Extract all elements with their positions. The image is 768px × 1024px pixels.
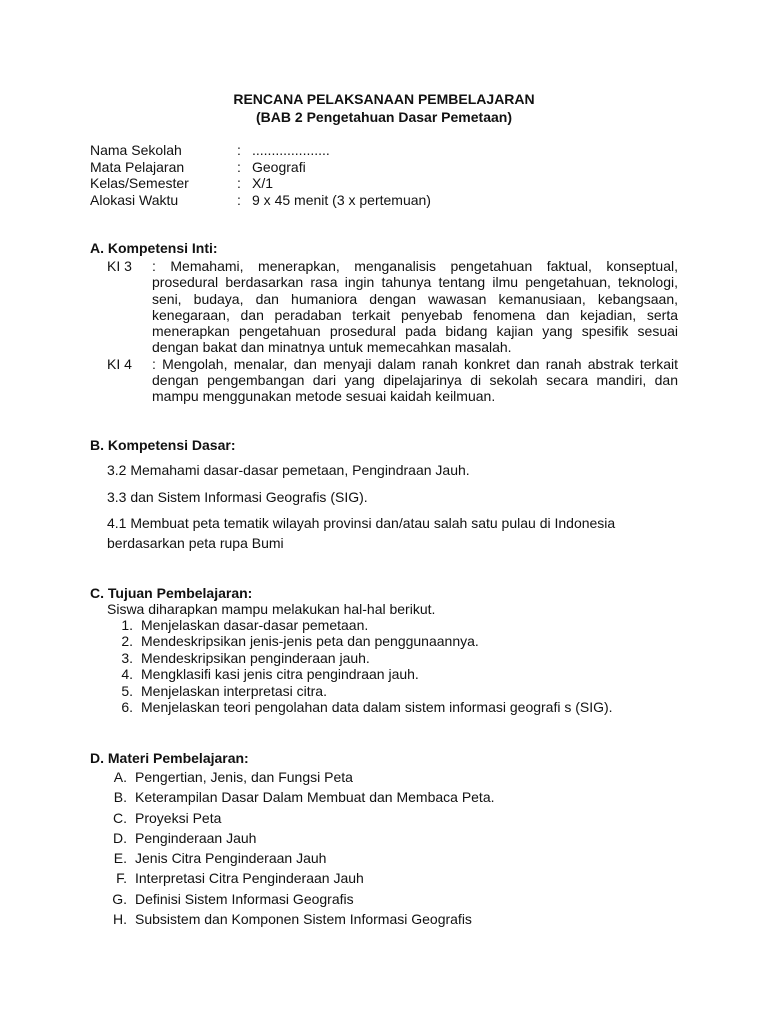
list-letter: B.: [113, 789, 127, 806]
section-a-heading: A. Kompetensi Inti:: [90, 240, 218, 256]
list-text: Keterampilan Dasar Dalam Membuat dan Membaca Peta.: [135, 789, 495, 806]
info-colon: :: [237, 191, 241, 208]
list-text: Mendeskripsikan penginderaan jauh.: [141, 649, 370, 666]
list-letter: F.: [116, 870, 127, 887]
info-row-time: [90, 192, 431, 209]
info-value: 9 x 45 menit (3 x pertemuan): [252, 191, 431, 208]
info-row-class: [90, 175, 431, 192]
list-text: Mengklasifi kasi jenis citra pengindraan jauh.: [141, 666, 419, 683]
ki-text: : Mengolah, menalar, dan menyaji dalam ranah konkret dan ranah abstrak terkait dengan pengembangan dari yang dipelajarinya di sekolah secara mandiri, dan mampu menggunakan metode sesuai kaidah keilmuan.: [152, 355, 678, 405]
kd-item: 3.3 dan Sistem Informasi Geografis (SIG).: [107, 489, 368, 505]
list-text: Menjelaskan teori pengolahan data dalam sistem informasi geografi s (SIG).: [141, 698, 613, 715]
info-label: Mata Pelajaran: [90, 158, 185, 175]
ki-code: KI 4: [107, 355, 132, 372]
list-item: [107, 909, 495, 929]
list-text: Menjelaskan dasar-dasar pemetaan.: [141, 617, 369, 633]
objectives-list: [107, 617, 613, 715]
list-item: [107, 787, 495, 807]
section-d-heading: D. Materi Pembelajaran:: [90, 750, 249, 766]
info-label: Nama Sekolah: [90, 142, 182, 158]
list-number: 3.: [121, 649, 133, 666]
identity-table: [90, 142, 431, 208]
list-item: [107, 868, 495, 888]
info-value: X/1: [252, 175, 274, 191]
document-title: RENCANA PELAKSANAAN PEMBELAJARAN: [233, 91, 535, 107]
list-letter: D.: [113, 829, 127, 846]
kd-item: 4.1 Membuat peta tematik wilayah provinsi dan/atau salah satu pulau di Indonesia berdasarkan peta rupa Bumi: [107, 515, 616, 551]
ki-list: [107, 258, 678, 405]
info-colon: :: [237, 158, 241, 175]
list-text: Subsistem dan Komponen Sistem Informasi Geografis: [135, 911, 472, 928]
info-label: Kelas/Semester: [90, 175, 189, 191]
info-colon: :: [237, 175, 241, 191]
list-item: [107, 650, 613, 666]
list-item: [107, 808, 495, 828]
list-number: 4.: [121, 666, 133, 683]
list-letter: E.: [113, 850, 127, 867]
ki-item: [107, 258, 678, 356]
ki-text: : Memahami, menerapkan, menganalisis pengetahuan faktual, konseptual, prosedural berdasarkan rasa ingin tahunya tentang ilmu pengetahuan, teknologi, seni, budaya, dan humaniora dengan wawasan kemanusiaan, kebangsaan, kenegaraan, dan peradaban terkait penyebab fenomena dan kejadian, serta menerapkan pengetahuan prosedural pada bidang kajian yang spesifik sesuai dengan bakat dan minatnya untuk memecahkan masalah.: [152, 258, 678, 356]
ki-item: [107, 356, 678, 405]
section-c-heading: C. Tujuan Pembelajaran:: [90, 585, 253, 601]
list-item: [107, 683, 613, 699]
list-text: Menjelaskan interpretasi citra.: [141, 682, 327, 699]
objectives-intro: Siswa diharapkan mampu melakukan hal-hal berikut.: [107, 601, 436, 617]
list-text: Pengertian, Jenis, dan Fungsi Peta: [135, 769, 353, 785]
list-number: 6.: [121, 698, 133, 715]
ki-code: KI 3: [107, 258, 132, 274]
list-text: Proyeksi Peta: [135, 809, 222, 826]
info-row-school: [90, 142, 431, 159]
document-subtitle: (BAB 2 Pengetahuan Dasar Pemetaan): [256, 109, 512, 125]
list-number: 1.: [121, 617, 133, 633]
list-text: Jenis Citra Penginderaan Jauh: [135, 850, 327, 867]
list-item: [107, 889, 495, 909]
info-label: Alokasi Waktu: [90, 191, 179, 208]
list-number: 2.: [121, 633, 133, 650]
list-text: Interpretasi Citra Penginderaan Jauh: [135, 870, 364, 887]
info-value: Geografi: [252, 158, 306, 175]
kd-item: 3.2 Memahami dasar-dasar pemetaan, Pengindraan Jauh.: [107, 462, 470, 478]
list-letter: H.: [113, 911, 127, 928]
materials-list: [107, 767, 495, 929]
info-value: ....................: [252, 142, 330, 158]
list-letter: G.: [112, 890, 127, 907]
list-number: 5.: [121, 682, 133, 699]
list-text: Definisi Sistem Informasi Geografis: [135, 890, 354, 907]
list-letter: A.: [113, 769, 127, 785]
info-colon: :: [237, 142, 241, 158]
list-item: [107, 848, 495, 868]
list-item: [107, 666, 613, 682]
list-item: [107, 828, 495, 848]
list-item: [107, 767, 495, 787]
list-letter: C.: [113, 809, 127, 826]
list-item: [107, 633, 613, 649]
list-text: Mendeskripsikan jenis-jenis peta dan penggunaannya.: [141, 633, 479, 650]
list-text: Penginderaan Jauh: [135, 829, 257, 846]
section-b-heading: B. Kompetensi Dasar:: [90, 437, 236, 453]
list-item: [107, 699, 613, 715]
info-row-subject: [90, 159, 431, 176]
list-item: [107, 617, 613, 633]
